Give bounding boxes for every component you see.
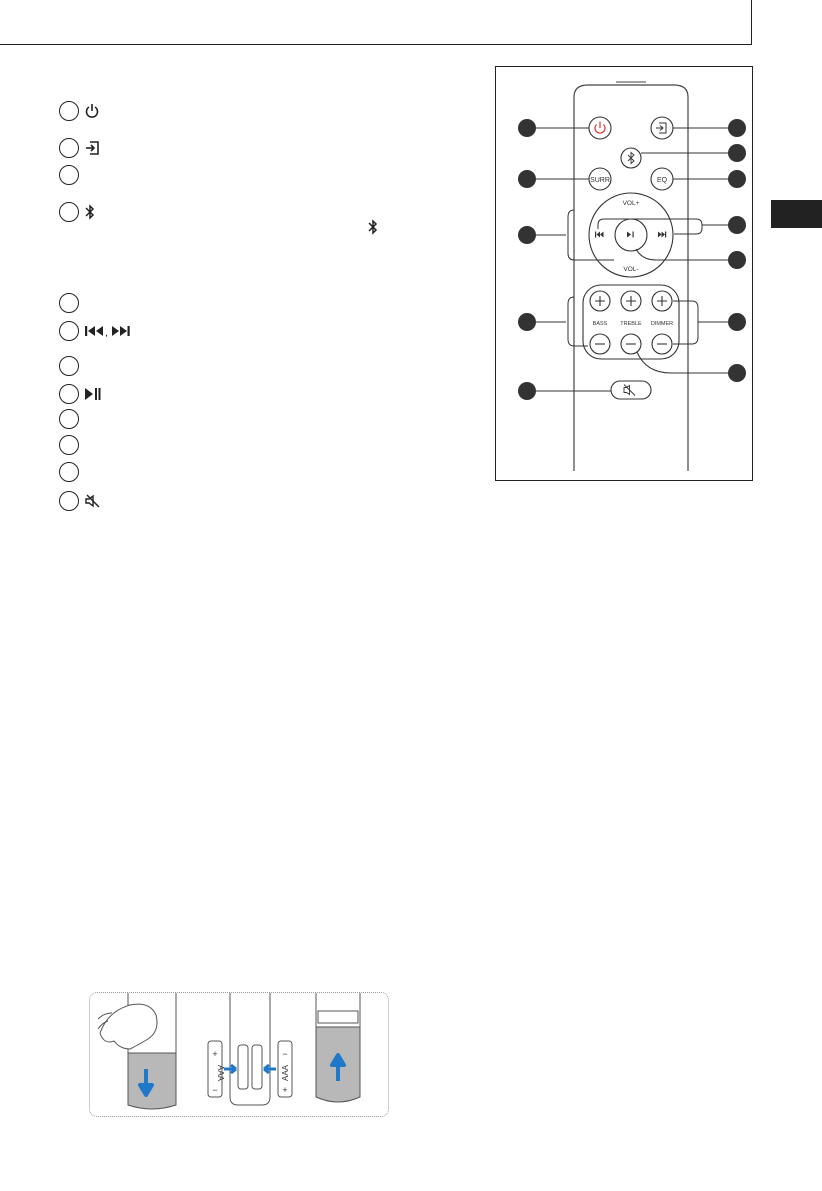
play-pause-icon — [85, 384, 101, 404]
legend-item-bluetooth — [59, 201, 95, 223]
surround-button[interactable] — [589, 168, 611, 190]
callout-marker-11 — [728, 313, 746, 331]
legend-number-badge — [59, 165, 79, 185]
legend-item-7 — [59, 355, 85, 377]
legend-number-badge — [59, 138, 79, 158]
eq-button-label: EQ — [656, 177, 668, 184]
skip-previous-next-icon — [85, 321, 135, 341]
surround-button-label: SURR — [590, 177, 610, 184]
legend-number-badge — [59, 356, 79, 376]
bass-up-button[interactable] — [590, 291, 610, 311]
callout-marker-7 — [728, 144, 746, 162]
legend-item-9 — [59, 408, 85, 430]
callout-marker-12 — [728, 364, 746, 382]
legend-item-play-pause — [59, 383, 101, 405]
battery-type-label: AAA — [281, 1064, 290, 1082]
battery-plus-label: + — [212, 1049, 218, 1059]
legend-number-badge — [59, 409, 79, 429]
callout-marker-4 — [518, 313, 536, 331]
next-track-icon[interactable] — [658, 232, 666, 238]
dimmer-up-button[interactable] — [652, 291, 672, 311]
step-remove-cover — [98, 993, 176, 1109]
hand-illustration — [100, 1004, 157, 1049]
play-pause-button[interactable] — [615, 219, 647, 251]
bass-down-button[interactable] — [590, 334, 610, 354]
legend-item-power — [59, 100, 99, 122]
eq-button[interactable] — [651, 168, 673, 190]
treble-down-button[interactable] — [621, 334, 641, 354]
legend-item-5 — [59, 292, 85, 314]
callout-marker-10 — [728, 251, 746, 269]
dimmer-label: DIMMER — [650, 321, 674, 327]
header-rule — [0, 44, 751, 45]
dimmer-down-button[interactable] — [652, 334, 672, 354]
battery-minus-label: − — [212, 1085, 218, 1095]
bass-label: BASS — [592, 321, 608, 327]
legend-number-badge — [59, 384, 79, 404]
legend-item-mute — [59, 490, 101, 512]
volume-up-label[interactable]: VOL+ — [622, 200, 640, 207]
bluetooth-button[interactable] — [621, 148, 641, 168]
callout-marker-9 — [728, 216, 746, 234]
mute-icon — [85, 491, 101, 511]
legend-item-3 — [59, 164, 85, 186]
legend-number-badge — [59, 462, 79, 482]
callout-marker-8 — [728, 170, 746, 188]
legend-number-badge — [59, 101, 79, 121]
bluetooth-icon — [85, 202, 95, 222]
callout-marker-1 — [518, 119, 536, 137]
callout-marker-6 — [728, 119, 746, 137]
battery-installation-figure — [89, 992, 389, 1117]
callout-marker-2 — [518, 170, 536, 188]
battery-plus-label: + — [282, 1085, 288, 1095]
legend-item-input — [59, 137, 99, 159]
volume-down-label[interactable]: VOL- — [623, 266, 639, 273]
legend-item-skip — [59, 320, 135, 342]
remote-back — [230, 993, 270, 1105]
callout-marker-3 — [518, 226, 536, 244]
language-side-tab — [771, 200, 822, 228]
step-replace-cover — [316, 993, 360, 1102]
legend-number-badge — [59, 202, 79, 222]
previous-track-icon[interactable] — [595, 232, 604, 238]
remote-control-diagram — [496, 67, 751, 479]
battery-minus-label: − — [282, 1049, 288, 1059]
header-rule-end — [751, 0, 752, 45]
legend-number-badge — [59, 435, 79, 455]
input-source-button[interactable] — [651, 117, 673, 139]
input-source-icon — [85, 138, 99, 158]
step-insert-batteries — [208, 993, 292, 1105]
power-button[interactable] — [589, 117, 611, 139]
battery-installation-diagram — [90, 993, 388, 1116]
mute-button[interactable] — [611, 381, 651, 399]
power-icon — [85, 101, 99, 121]
treble-label: TREBLE — [620, 321, 642, 327]
remote-figure-frame — [495, 66, 753, 481]
treble-up-button[interactable] — [621, 291, 641, 311]
svg-text:,: , — [105, 327, 109, 337]
legend-number-badge — [59, 491, 79, 511]
legend-number-badge — [59, 293, 79, 313]
battery-type-label: AAA — [216, 1064, 225, 1082]
bluetooth-icon — [368, 219, 378, 240]
callout-marker-5 — [518, 382, 536, 400]
battery-cover — [128, 1053, 176, 1109]
legend-number-badge — [59, 321, 79, 341]
legend-item-11 — [59, 461, 85, 483]
legend-item-10 — [59, 434, 85, 456]
